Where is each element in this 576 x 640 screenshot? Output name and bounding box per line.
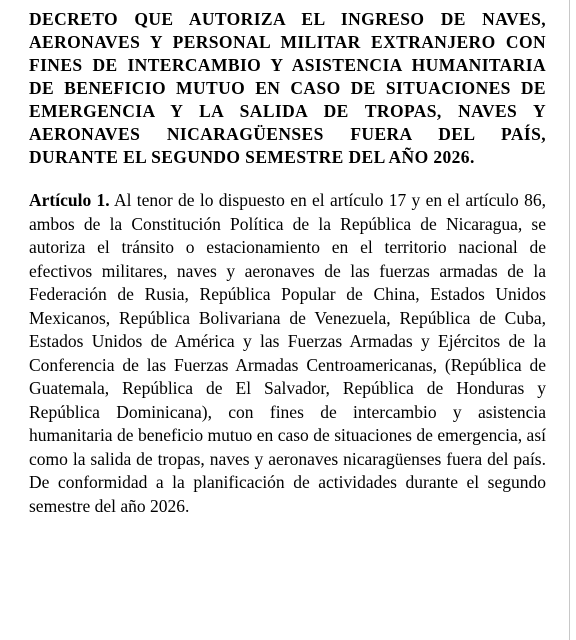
decree-title: DECRETO QUE AUTORIZA EL INGRESO DE NAVES, AERONAVES Y PERSONAL MILITAR EXTRANJERO CON FINES DE INTERCAMBIO Y ASISTENCIA HUMANITARIA DE BENEFICIO MUTUO EN CASO DE SITUACIONES DE EMERGENCIA Y LA SALIDA DE TROPAS, NAVES Y AERONAVES NICARAGÜENSES FUERA DEL PAÍS, DURANTE EL SEGUNDO SEMESTRE DEL AÑO 2026.	[29, 9, 546, 167]
article-text: Al tenor de lo dispuesto en el artículo 17 y en el artículo 86, ambos de la Constitución Política de la República de Nicaragua, se autoriza el tránsito o estacionamiento en el territorio nacional de efectivos militares, naves y aeronaves de las fuerzas armadas de la Federación de Rusia, República Popular de China, Estados Unidos Mexicanos, República Bolivariana de Venezuela, República de Cuba, Estados Unidos de América y las Fuerzas Armadas y Ejércitos de la Conferencia de las Fuerzas Armadas Centroamericanas, (República de Guatemala, República de El Salvador, República de Honduras y República Dominicana), con fines de intercambio y asistencia humanitaria de beneficio mutuo en caso de situaciones de emergencia, así como la salida de tropas, naves y aeronaves nicaragüenses fuera del país. De conformidad a la planificación de actividades durante el segundo semestre del año 2026.	[29, 190, 546, 516]
document-body	[29, 8, 546, 518]
article-label: Artículo 1.	[29, 190, 110, 210]
article-paragraph	[29, 189, 546, 518]
page-right-border	[569, 0, 570, 640]
